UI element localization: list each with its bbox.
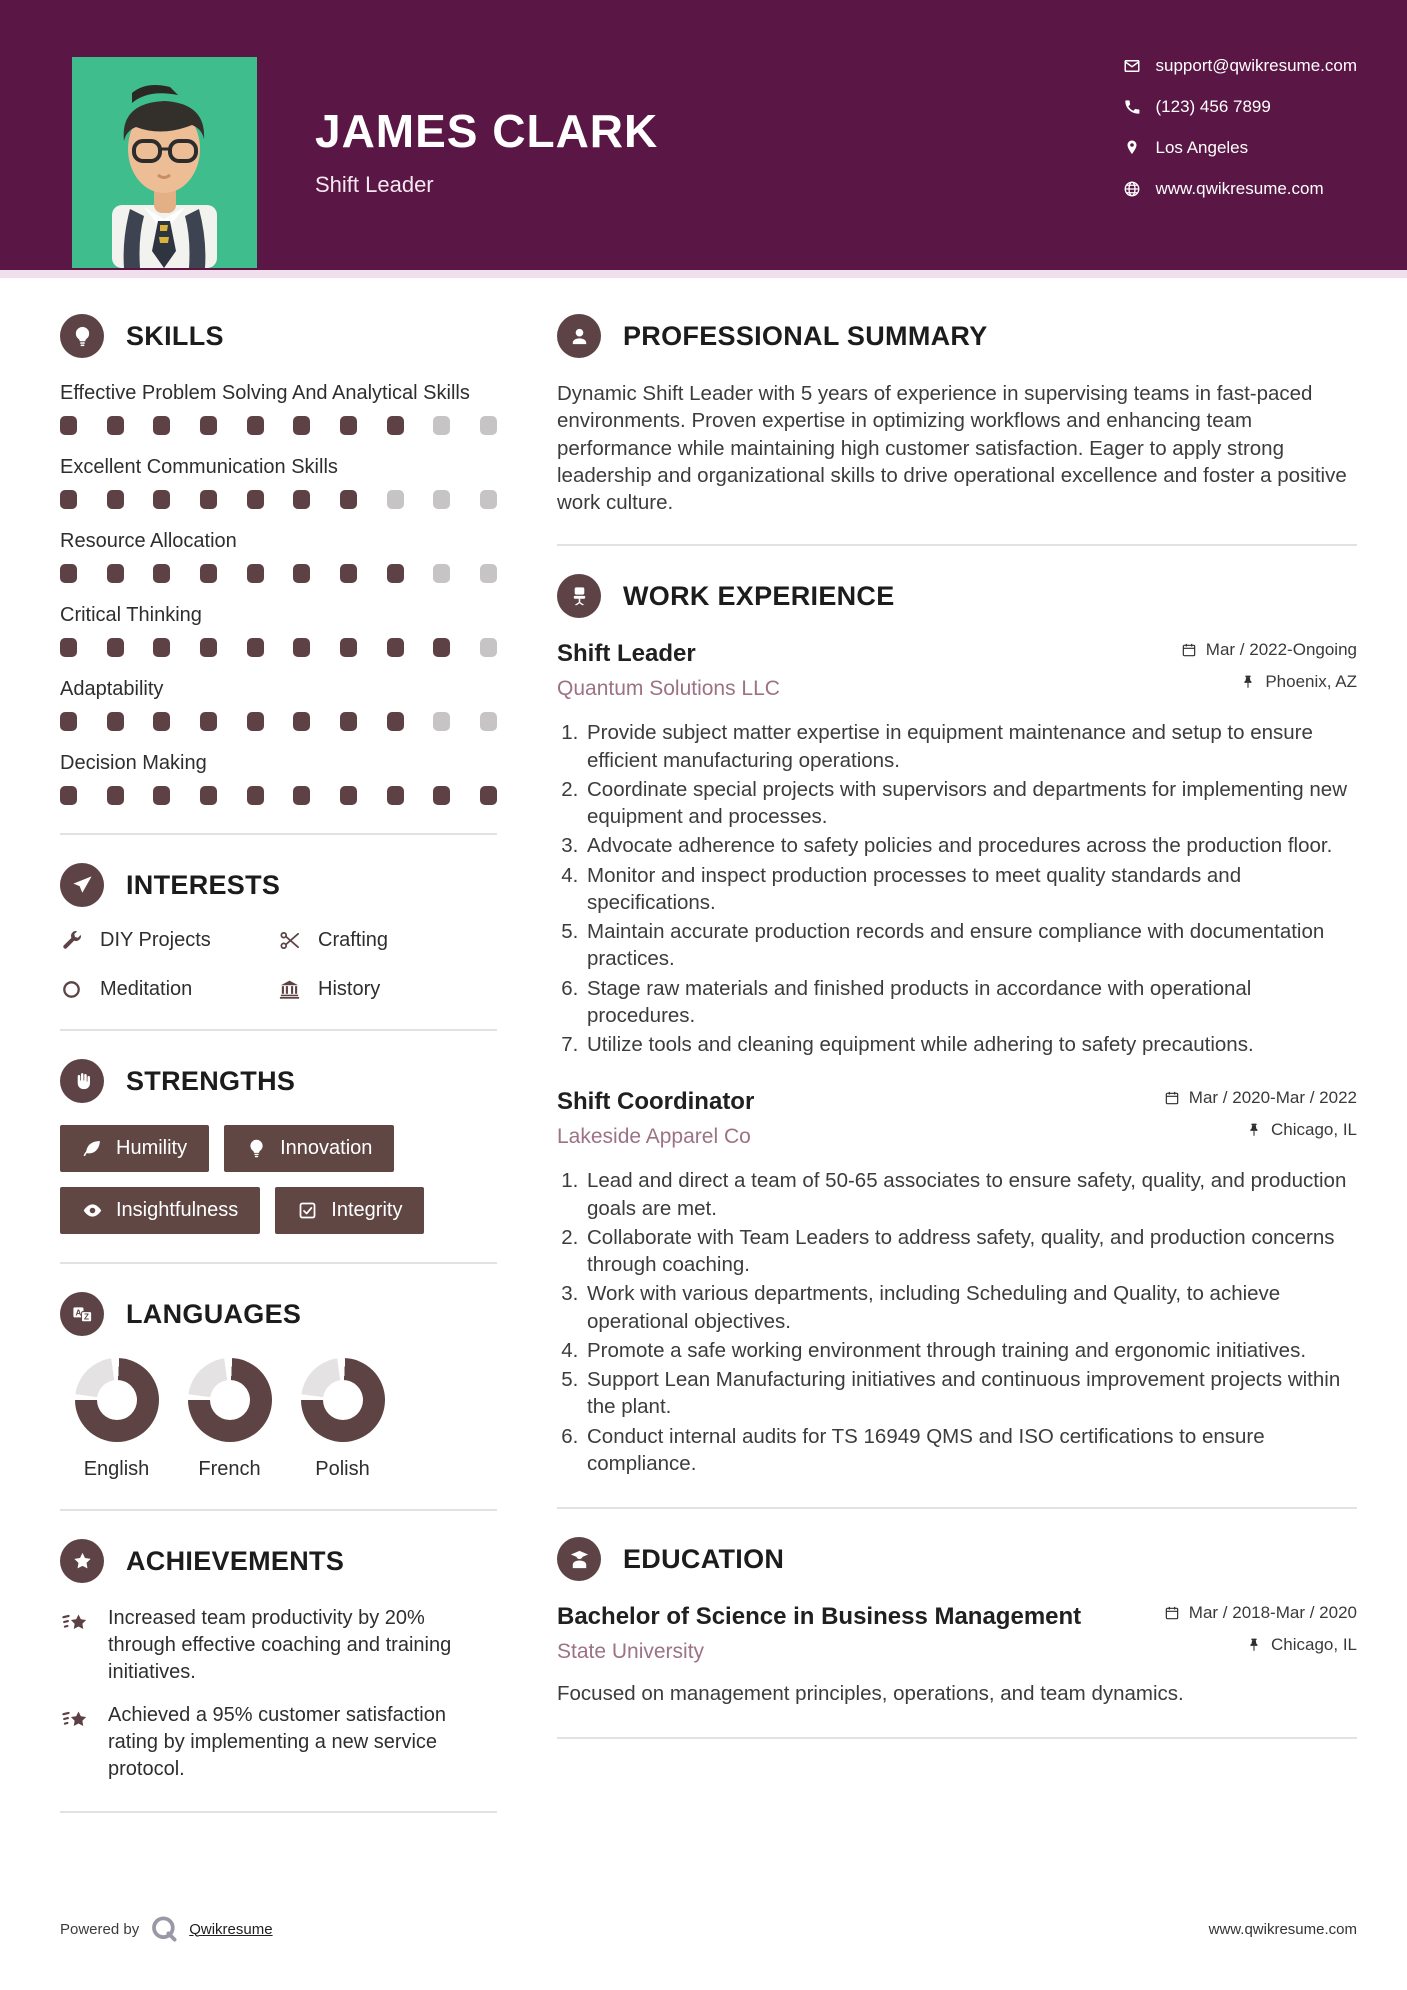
- rating-dot: [387, 786, 404, 805]
- rating-dot: [200, 564, 217, 583]
- job-bullet: 1. Provide subject matter expertise in equipment maintenance and setup to ensure efficient manufacturing operations.: [584, 719, 1357, 774]
- achievements-section: [60, 1539, 497, 1783]
- divider: [557, 1507, 1357, 1509]
- education-location: [1246, 1635, 1357, 1655]
- rating-dot: [200, 712, 217, 731]
- skill-rating: [60, 786, 497, 805]
- office-chair-icon: [557, 574, 601, 618]
- language-donut-chart: [75, 1358, 159, 1442]
- skill-rating: [60, 564, 497, 583]
- checkbox-icon: [297, 1200, 318, 1221]
- footer-website[interactable]: www.qwikresume.com: [1208, 1920, 1357, 1938]
- skill-label: Adaptability: [60, 678, 164, 700]
- job-header: [557, 640, 1357, 701]
- skill-rating: [60, 638, 497, 657]
- skill-rating: [60, 490, 497, 509]
- language-label: English: [83, 1458, 150, 1480]
- content-columns: [0, 278, 1407, 1841]
- education-header: [557, 1537, 1357, 1581]
- strength-chip: [275, 1187, 424, 1234]
- rating-dot: [200, 638, 217, 657]
- job-bullet: 4. Monitor and inspect production processes to meet quality standards and specifications.: [584, 862, 1357, 917]
- language-donut-chart: [188, 1358, 272, 1442]
- calendar-icon: [1181, 642, 1197, 658]
- shooting-star-icon: [60, 1704, 90, 1734]
- rating-dot: [60, 490, 77, 509]
- rating-dot: [340, 416, 357, 435]
- contact-row: [1123, 138, 1358, 158]
- contact-row: [1123, 97, 1358, 117]
- job-dates: [1164, 1088, 1357, 1108]
- pushpin-icon: [1240, 674, 1256, 690]
- job-meta: [1181, 640, 1357, 692]
- language-label: Polish: [315, 1458, 370, 1480]
- job-bullet: 3. Work with various departments, including Scheduling and Quality, to achieve operational objectives.: [584, 1280, 1357, 1335]
- rating-dot: [340, 712, 357, 731]
- language-label: French: [198, 1458, 261, 1480]
- job-location-text: Phoenix, AZ: [1265, 672, 1357, 692]
- strength-label: Humility: [116, 1137, 188, 1159]
- languages-header: [60, 1292, 497, 1336]
- skill-item: [60, 750, 497, 805]
- person-icon: [557, 314, 601, 358]
- rating-dot: [480, 416, 497, 435]
- translate-icon: [60, 1292, 104, 1336]
- skill-rating: [60, 712, 497, 731]
- interests-section: [60, 863, 497, 1001]
- divider: [557, 1737, 1357, 1739]
- contact-row[interactable]: [1123, 56, 1358, 76]
- rating-dot: [433, 712, 450, 731]
- rating-dot: [60, 712, 77, 731]
- strength-chip: [224, 1125, 394, 1172]
- calendar-icon: [1164, 1605, 1180, 1621]
- divider: [60, 1029, 497, 1031]
- experience-heading: WORK EXPERIENCE: [623, 580, 895, 611]
- rating-dot: [153, 564, 170, 583]
- divider: [557, 544, 1357, 546]
- location-icon: [1123, 139, 1141, 157]
- rating-dot: [480, 490, 497, 509]
- rating-dot: [340, 638, 357, 657]
- right-column: [557, 314, 1357, 1841]
- rating-dot: [200, 786, 217, 805]
- skill-label: Effective Problem Solving And Analytical Skills: [60, 382, 470, 404]
- skills-header: [60, 314, 497, 358]
- ring-icon: [60, 978, 83, 1001]
- job-dates-text: Mar / 2020-Mar / 2022: [1188, 1088, 1357, 1108]
- achievement-text: Achieved a 95% customer satisfaction rating by implementing a new service protocol.: [108, 1704, 446, 1780]
- experience-section: [557, 574, 1357, 1477]
- footer: [60, 1914, 1357, 1944]
- job-dates: [1181, 640, 1357, 660]
- divider: [60, 1509, 497, 1511]
- job-location: [1246, 1120, 1357, 1140]
- rating-dot: [387, 490, 404, 509]
- education-location-text: Chicago, IL: [1271, 1635, 1357, 1654]
- degree-title: Bachelor of Science in Business Management: [557, 1603, 1082, 1630]
- divider: [60, 1262, 497, 1264]
- leaf-icon: [82, 1138, 103, 1159]
- job-bullet: 5. Support Lean Manufacturing initiatives and continuous improvement projects within the plant.: [584, 1366, 1357, 1421]
- rating-dot: [293, 786, 310, 805]
- svg-text:Z: Z: [83, 1312, 89, 1322]
- achievements-list: [60, 1605, 497, 1783]
- rating-dot: [293, 638, 310, 657]
- contact-list: [1123, 56, 1358, 270]
- contact-text: www.qwikresume.com: [1155, 179, 1324, 198]
- job-bullets: [557, 1167, 1357, 1477]
- header: [0, 0, 1407, 278]
- scissors-icon: [278, 929, 301, 952]
- skill-item: [60, 676, 497, 731]
- fist-icon: [60, 1059, 104, 1103]
- job-dates-text: Mar / 2022-Ongoing: [1205, 640, 1357, 660]
- job-bullet: 2. Coordinate special projects with supervisors and departments for implementing new equipment and processes.: [584, 776, 1357, 831]
- person-name: JAMES CLARK: [315, 105, 659, 157]
- strengths-section: [60, 1059, 497, 1234]
- interest-label: DIY Projects: [100, 929, 211, 951]
- job-title: Shift Coordinator: [557, 1088, 755, 1116]
- achievements-heading: ACHIEVEMENTS: [126, 1545, 345, 1576]
- phone-icon: [1123, 98, 1141, 116]
- person-title: Shift Leader: [315, 172, 434, 197]
- skill-item: [60, 602, 497, 657]
- job-header: [557, 1088, 1357, 1149]
- job-bullet: 6. Conduct internal audits for TS 16949 QMS and ISO certifications to ensure compliance.: [584, 1423, 1357, 1478]
- languages-section: [60, 1292, 497, 1481]
- job-bullet: 4. Promote a safe working environment through training and ergonomic initiatives.: [584, 1337, 1357, 1364]
- language-item: [286, 1358, 399, 1481]
- contact-text: Los Angeles: [1155, 138, 1249, 157]
- rating-dot: [107, 712, 124, 731]
- paper-plane-icon: [60, 863, 104, 907]
- job-bullet: 7. Utilize tools and cleaning equipment while adhering to safety precautions.: [584, 1031, 1357, 1058]
- skills-section: [60, 314, 497, 805]
- rating-dot: [433, 638, 450, 657]
- job-entry: [557, 640, 1357, 1058]
- languages-heading: LANGUAGES: [126, 1298, 302, 1329]
- powered-by: [60, 1914, 273, 1944]
- education-heading: EDUCATION: [623, 1543, 785, 1574]
- powered-by-label: Powered by: [60, 1920, 140, 1938]
- achievement-text: Increased team productivity by 20% through effective coaching and training initiatives.: [108, 1607, 452, 1683]
- job-bullet: 3. Advocate adherence to safety policies and procedures across the production floor.: [584, 832, 1357, 859]
- rating-dot: [480, 564, 497, 583]
- divider: [60, 833, 497, 835]
- bulb-icon: [60, 314, 104, 358]
- rating-dot: [60, 638, 77, 657]
- job-meta: [1164, 1088, 1357, 1140]
- rating-dot: [153, 638, 170, 657]
- languages-list: [60, 1358, 497, 1481]
- job-title: Shift Leader: [557, 640, 696, 668]
- interests-heading: INTERESTS: [126, 869, 281, 900]
- strengths-header: [60, 1059, 497, 1103]
- skill-item: [60, 380, 497, 435]
- achievement-item: [60, 1702, 497, 1783]
- rating-dot: [107, 490, 124, 509]
- rating-dot: [387, 564, 404, 583]
- bulb-icon: [246, 1138, 267, 1159]
- education-dates: [1164, 1603, 1357, 1623]
- wrench-icon: [60, 929, 83, 952]
- interest-item: [60, 978, 278, 1001]
- skill-item: [60, 454, 497, 509]
- rating-dot: [60, 416, 77, 435]
- rating-dot: [480, 638, 497, 657]
- interest-label: Meditation: [100, 978, 193, 1000]
- graduate-icon: [557, 1537, 601, 1581]
- school-name: State University: [557, 1640, 705, 1663]
- skill-label: Resource Allocation: [60, 530, 237, 552]
- rating-dot: [340, 490, 357, 509]
- summary-header: [557, 314, 1357, 358]
- rating-dot: [340, 564, 357, 583]
- job-location: [1240, 672, 1357, 692]
- identity-block: [315, 104, 658, 270]
- skills-list: [60, 380, 497, 805]
- job-bullet: 5. Maintain accurate production records and ensure compliance with documentation practices.: [584, 918, 1357, 973]
- job-bullet: 6. Stage raw materials and finished products in accordance with operational procedures.: [584, 975, 1357, 1030]
- rating-dot: [387, 638, 404, 657]
- language-item: [60, 1358, 173, 1481]
- svg-text:A: A: [74, 1307, 81, 1317]
- rating-dot: [480, 712, 497, 731]
- strengths-heading: STRENGTHS: [126, 1065, 296, 1096]
- skills-heading: SKILLS: [126, 320, 224, 351]
- eye-icon: [82, 1200, 103, 1221]
- rating-dot: [293, 712, 310, 731]
- education-description: Focused on management principles, operations, and team dynamics.: [557, 1682, 1184, 1705]
- job-entry: [557, 1088, 1357, 1477]
- rating-dot: [107, 416, 124, 435]
- rating-dot: [433, 416, 450, 435]
- rating-dot: [247, 564, 264, 583]
- skill-label: Critical Thinking: [60, 604, 202, 626]
- rating-dot: [107, 564, 124, 583]
- company-name: Quantum Solutions LLC: [557, 677, 780, 701]
- skill-rating: [60, 416, 497, 435]
- job-titles: [557, 1088, 754, 1149]
- education-section: [557, 1537, 1357, 1707]
- summary-heading: PROFESSIONAL SUMMARY: [623, 320, 988, 351]
- interest-label: History: [318, 978, 381, 1000]
- achievements-header: [60, 1539, 497, 1583]
- interest-label: Crafting: [318, 929, 389, 951]
- skill-item: [60, 528, 497, 583]
- job-titles: [557, 640, 780, 701]
- rating-dot: [153, 490, 170, 509]
- rating-dot: [340, 786, 357, 805]
- rating-dot: [387, 416, 404, 435]
- globe-icon: [1123, 180, 1141, 198]
- pushpin-icon: [1246, 1122, 1262, 1138]
- strength-label: Insightfulness: [116, 1199, 239, 1221]
- rating-dot: [200, 490, 217, 509]
- interest-item: [60, 929, 278, 952]
- brand-link[interactable]: Qwikresume: [189, 1920, 273, 1938]
- job-bullet: 1. Lead and direct a team of 50-65 associates to ensure safety, quality, and production goals are met.: [584, 1167, 1357, 1222]
- education-entry: [557, 1603, 1357, 1707]
- job-bullet: 2. Collaborate with Team Leaders to address safety, quality, and production concerns through coaching.: [584, 1224, 1357, 1279]
- rating-dot: [480, 786, 497, 805]
- left-column: [60, 314, 497, 1841]
- company-name: Lakeside Apparel Co: [557, 1125, 751, 1149]
- achievement-item: [60, 1605, 497, 1686]
- rating-dot: [433, 564, 450, 583]
- strengths-list: [60, 1125, 497, 1234]
- contact-text: support@qwikresume.com: [1155, 56, 1357, 75]
- rating-dot: [107, 638, 124, 657]
- calendar-icon: [1164, 1090, 1180, 1106]
- rating-dot: [247, 712, 264, 731]
- strength-chip: [60, 1125, 209, 1172]
- shooting-star-icon: [60, 1607, 90, 1637]
- strength-label: Integrity: [331, 1199, 403, 1221]
- education-dates-text: Mar / 2018-Mar / 2020: [1188, 1603, 1357, 1622]
- job-location-text: Chicago, IL: [1271, 1120, 1357, 1140]
- interest-item: [278, 929, 497, 952]
- museum-icon: [278, 978, 301, 1001]
- interests-list: [60, 929, 497, 1001]
- qwikresume-logo-icon: [149, 1914, 179, 1944]
- pushpin-icon: [1246, 1637, 1262, 1653]
- strength-chip: [60, 1187, 260, 1234]
- rating-dot: [247, 490, 264, 509]
- rating-dot: [293, 564, 310, 583]
- language-donut-chart: [301, 1358, 385, 1442]
- contact-row[interactable]: [1123, 179, 1358, 199]
- rating-dot: [247, 416, 264, 435]
- rating-dot: [60, 786, 77, 805]
- rating-dot: [153, 416, 170, 435]
- skill-label: Decision Making: [60, 752, 207, 774]
- interest-item: [278, 978, 497, 1001]
- contact-text: (123) 456 7899: [1155, 97, 1271, 116]
- rating-dot: [387, 712, 404, 731]
- job-bullets: [557, 719, 1357, 1058]
- rating-dot: [293, 416, 310, 435]
- divider: [60, 1811, 497, 1813]
- strength-label: Innovation: [280, 1137, 373, 1159]
- jobs-list: [557, 640, 1357, 1477]
- rating-dot: [247, 638, 264, 657]
- skill-label: Excellent Communication Skills: [60, 456, 338, 478]
- rating-dot: [200, 416, 217, 435]
- rating-dot: [60, 564, 77, 583]
- star-icon: [60, 1539, 104, 1583]
- rating-dot: [247, 786, 264, 805]
- rating-dot: [293, 490, 310, 509]
- rating-dot: [107, 786, 124, 805]
- email-icon: [1123, 57, 1141, 75]
- language-item: [173, 1358, 286, 1481]
- summary-section: [557, 314, 1357, 516]
- profile-photo: [72, 57, 257, 268]
- rating-dot: [153, 786, 170, 805]
- rating-dot: [153, 712, 170, 731]
- rating-dot: [433, 490, 450, 509]
- interests-header: [60, 863, 497, 907]
- experience-header: [557, 574, 1357, 618]
- rating-dot: [433, 786, 450, 805]
- summary-text: Dynamic Shift Leader with 5 years of experience in supervising teams in fast-paced environments. Proven expertise in optimizing workflows and enhancing team performance while maintaining high customer satisfaction. Eager to apply strong leadership and organizational skills to drive operational excellence and foster a positive work culture.: [557, 382, 1347, 514]
